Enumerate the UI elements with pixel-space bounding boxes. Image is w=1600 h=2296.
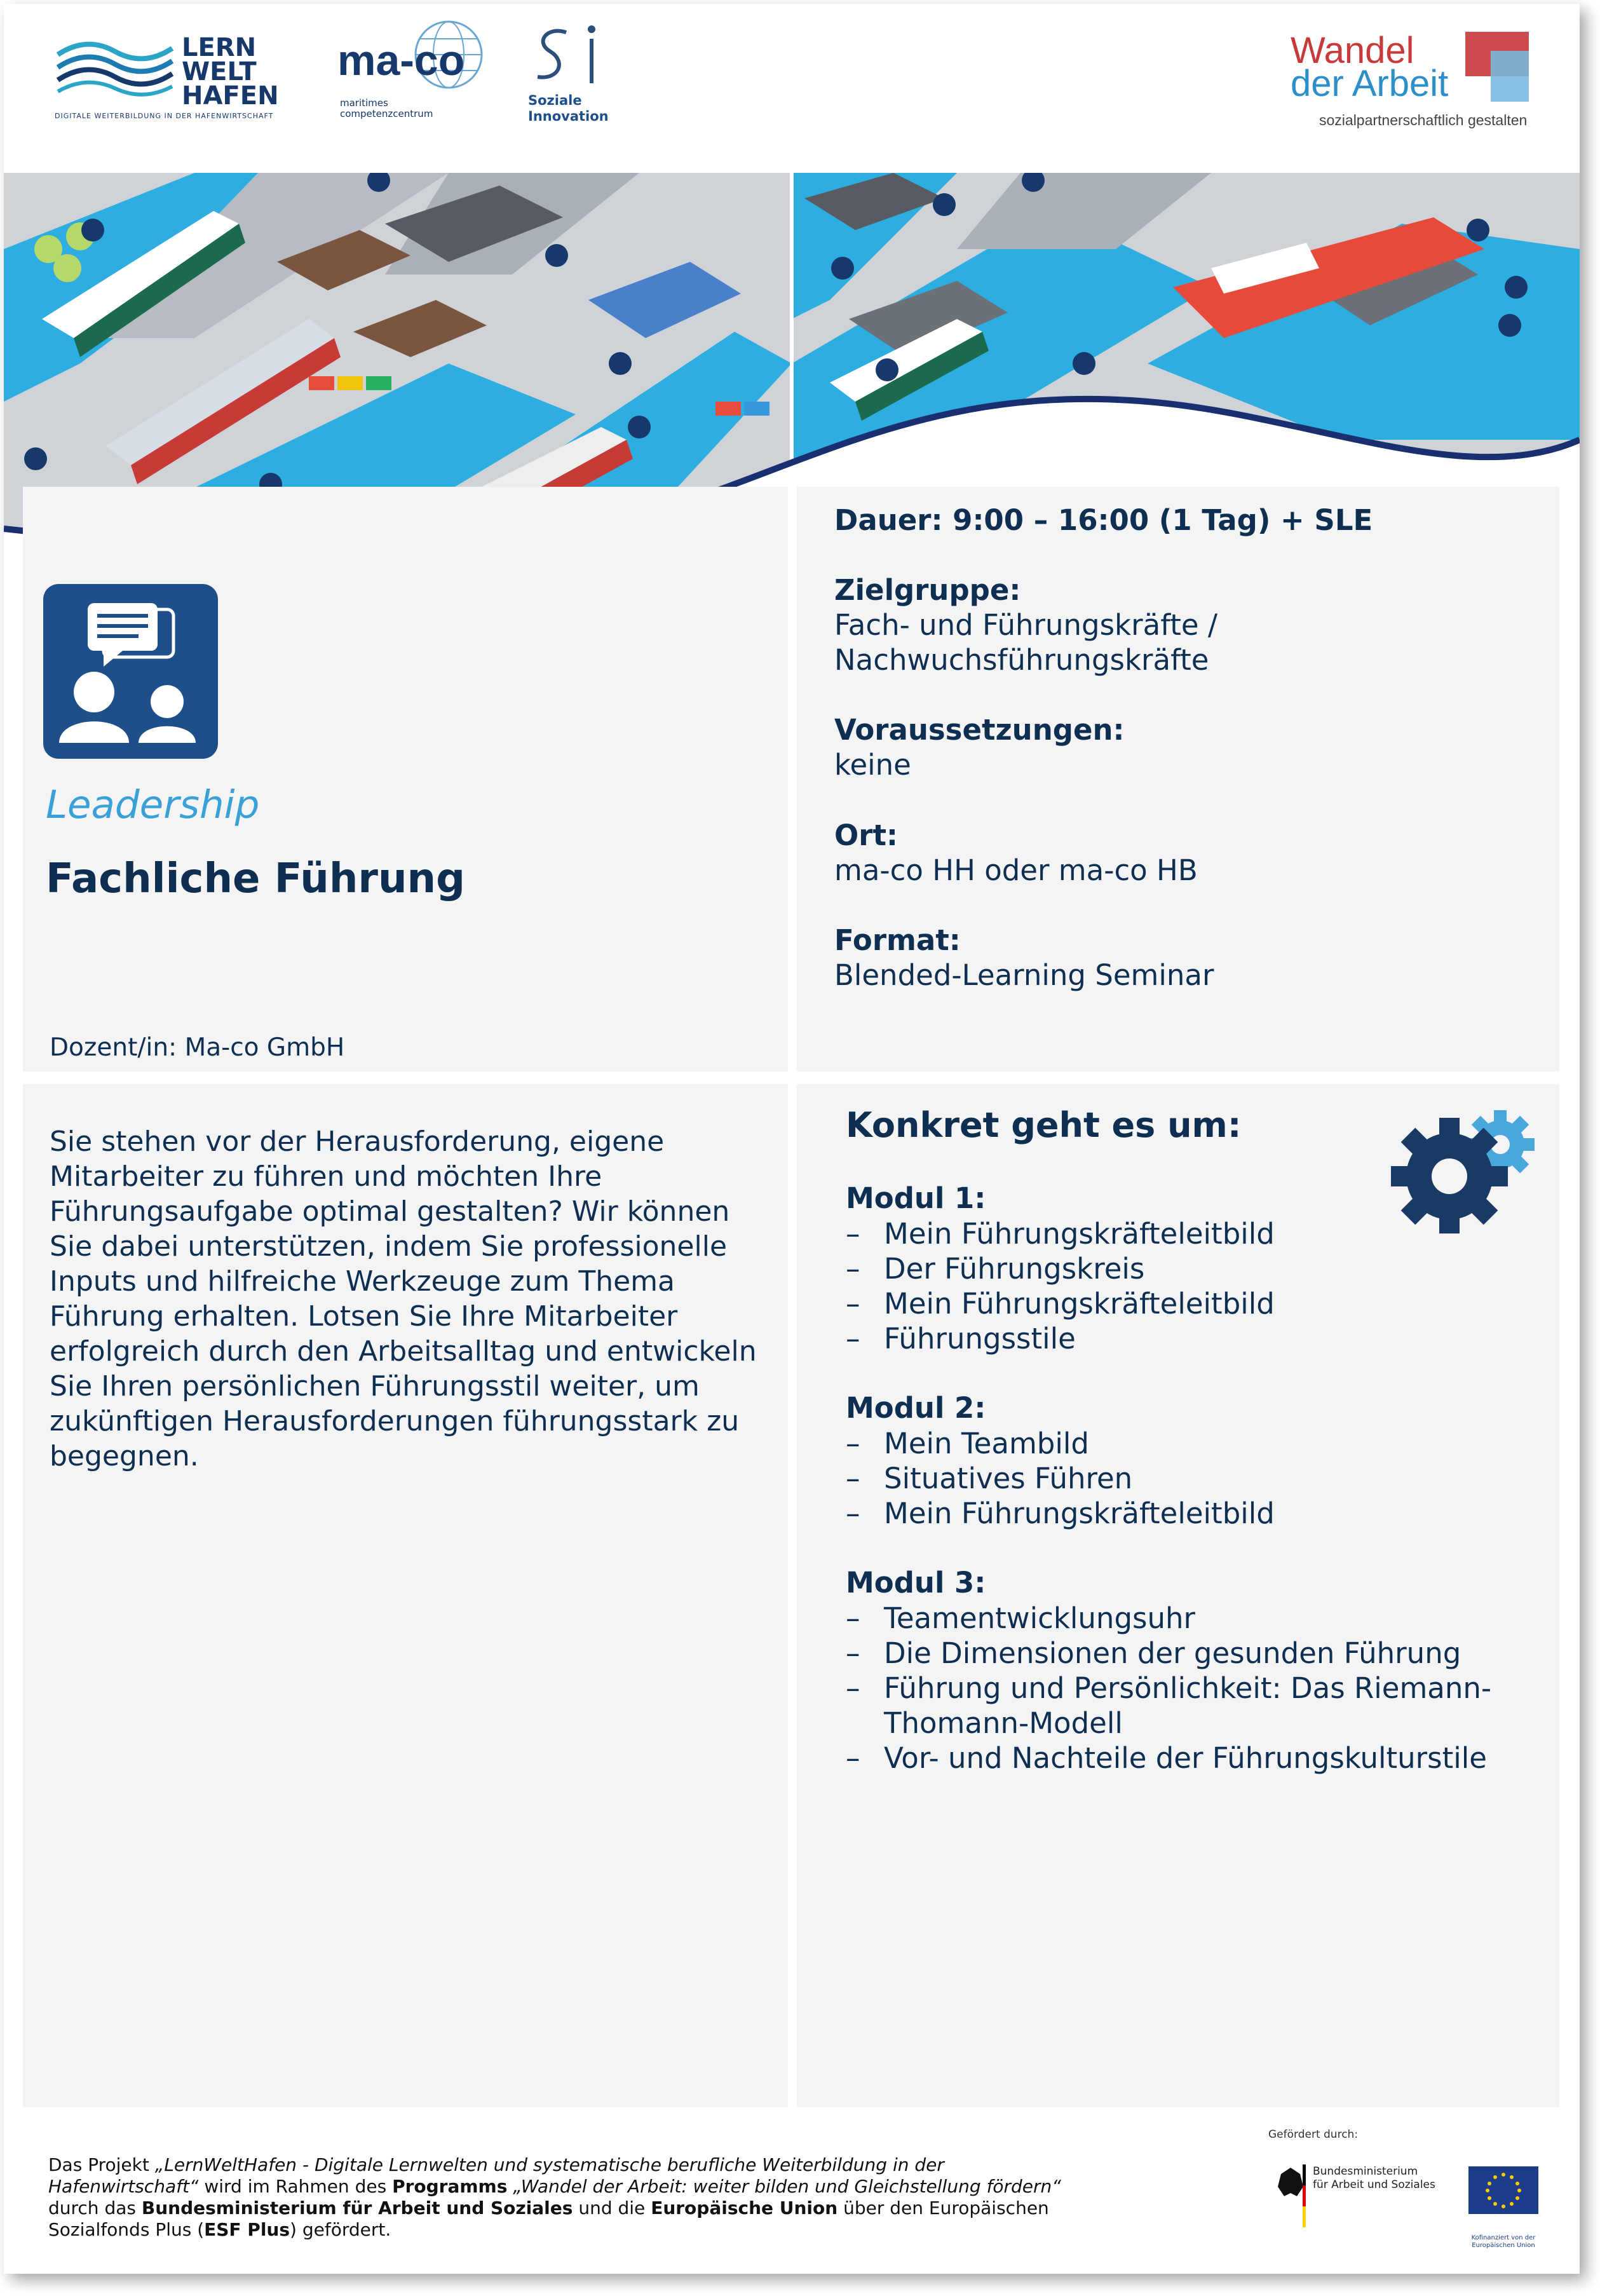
bmas-logo <box>1275 2161 1440 2231</box>
funded-by-label: Gefördert durch: <box>1268 2128 1359 2141</box>
maco-wordmark: ma-co <box>337 36 465 85</box>
list-item: – Situatives Führen <box>846 1462 1133 1495</box>
funding-statement: Das Projekt „LernWeltHafen - Digitale Lernwelten und systematische berufliche Weiterbildung in der Hafenwirtschaft“ wird im Rahmen des Programms „Wandel der Arbeit: weiter bilden und Gleichstellung fördern“ durch das Bundesministerium für Arbeit und Soziales und die Europäische Union über den Europäischen Sozialfonds Plus (ESF Plus) gefördert. <box>48 2154 1061 2240</box>
wandel-der-arbeit-logo <box>1287 29 1554 137</box>
target-line2: Nachwuchsführungskräfte <box>834 643 1209 677</box>
format-value: Blended-Learning Seminar <box>834 958 1214 992</box>
list-item-continuation: Thomann-Modell <box>884 1706 1123 1740</box>
maco-logo <box>331 17 496 125</box>
course-header-panel <box>23 487 788 1071</box>
list-item: – Führungsstile <box>846 1322 1076 1355</box>
maco-subtitle: maritimes competenzcentrum <box>340 97 433 119</box>
place-value: ma-co HH oder ma-co HB <box>834 853 1198 887</box>
modules-heading: Konkret geht es um: <box>846 1105 1242 1145</box>
bmas-text: Bundesministerium für Arbeit und Soziales <box>1313 2165 1435 2191</box>
gears-icon <box>1389 1106 1554 1233</box>
prereq-label: Voraussetzungen: <box>834 713 1125 747</box>
waves-icon <box>55 29 175 105</box>
list-item: – Mein Führungskräfteleitbild <box>846 1217 1275 1251</box>
module-2-title: Modul 2: <box>846 1391 986 1425</box>
prereq-value: keine <box>834 748 911 782</box>
module-2-list <box>846 1426 1275 1531</box>
wda-tagline: sozialpartnerschaftlich gestalten <box>1319 112 1528 128</box>
list-item: – Mein Teambild <box>846 1427 1089 1460</box>
course-category: Leadership <box>46 782 260 827</box>
wda-line2: der Arbeit <box>1291 63 1449 104</box>
lernwelthafen-logo <box>55 29 296 125</box>
lwh-wordmark: LERN WELT HAFEN <box>182 33 279 111</box>
si-wordmark: Soziale Innovation <box>528 93 609 124</box>
list-item: – Mein Führungskräfteleitbild <box>846 1497 1275 1530</box>
place-label: Ort: <box>834 819 898 852</box>
people-talking-icon <box>43 584 218 759</box>
list-item: – Der Führungskreis <box>846 1252 1145 1286</box>
list-item: – Mein Führungskräfteleitbild <box>846 1287 1275 1321</box>
course-description: Sie stehen vor der Herausforderung, eigene Mitarbeiter zu führen und möchten Ihre Führungsaufgabe optimal gestalten? Wir können Sie dabei unterstützen, indem Sie professionelle Inputs und hilfreiche Werkzeuge zum Thema Führung erhalten. Lotsen Sie Ihre Mitarbeiter erfolgreich durch den Arbeitsalltag und entwickeln Sie Ihren persönlichen Führungsstil weiter, um zukünftigen Herausforderungen führungsstark zu begegnen. <box>50 1125 757 1472</box>
target-label: Zielgruppe: <box>834 573 1021 607</box>
module-3-list <box>846 1601 1491 1776</box>
target-line1: Fach- und Führungskräfte / <box>834 608 1218 642</box>
course-title: Fachliche Führung <box>46 855 465 902</box>
list-item: – Führung und Persönlichkeit: Das Riemann- <box>846 1671 1492 1705</box>
federal-eagle-icon <box>1275 2161 1306 2231</box>
duration: Dauer: 9:00 – 16:00 (1 Tag) + SLE <box>834 503 1373 537</box>
course-icon-box <box>43 584 218 759</box>
soziale-innovation-logo <box>522 23 636 131</box>
list-item: – Die Dimensionen der gesunden Führung <box>846 1636 1461 1670</box>
module-1-title: Modul 1: <box>846 1181 986 1215</box>
lwh-tagline: DIGITALE WEITERBILDUNG IN DER HAFENWIRTSCHAFT <box>55 112 274 120</box>
list-item: – Vor- und Nachteile der Führungskulturstile <box>846 1741 1487 1775</box>
module-1-list <box>846 1216 1275 1356</box>
eu-logo <box>1465 2163 1542 2252</box>
course-lecturer: Dozent/in: Ma-co GmbH <box>50 1033 345 1062</box>
module-3-title: Modul 3: <box>846 1566 986 1600</box>
wda-squares-icon <box>1453 32 1542 108</box>
list-item: – Teamentwicklungsuhr <box>846 1601 1195 1635</box>
flyer-page <box>4 4 1580 2274</box>
eu-flag-icon <box>1465 2163 1542 2227</box>
format-label: Format: <box>834 923 961 957</box>
wda-line1: Wandel <box>1291 30 1414 71</box>
si-mark-icon <box>522 23 617 93</box>
eu-text: Kofinanziert von der Europäischen Union <box>1471 2234 1536 2249</box>
